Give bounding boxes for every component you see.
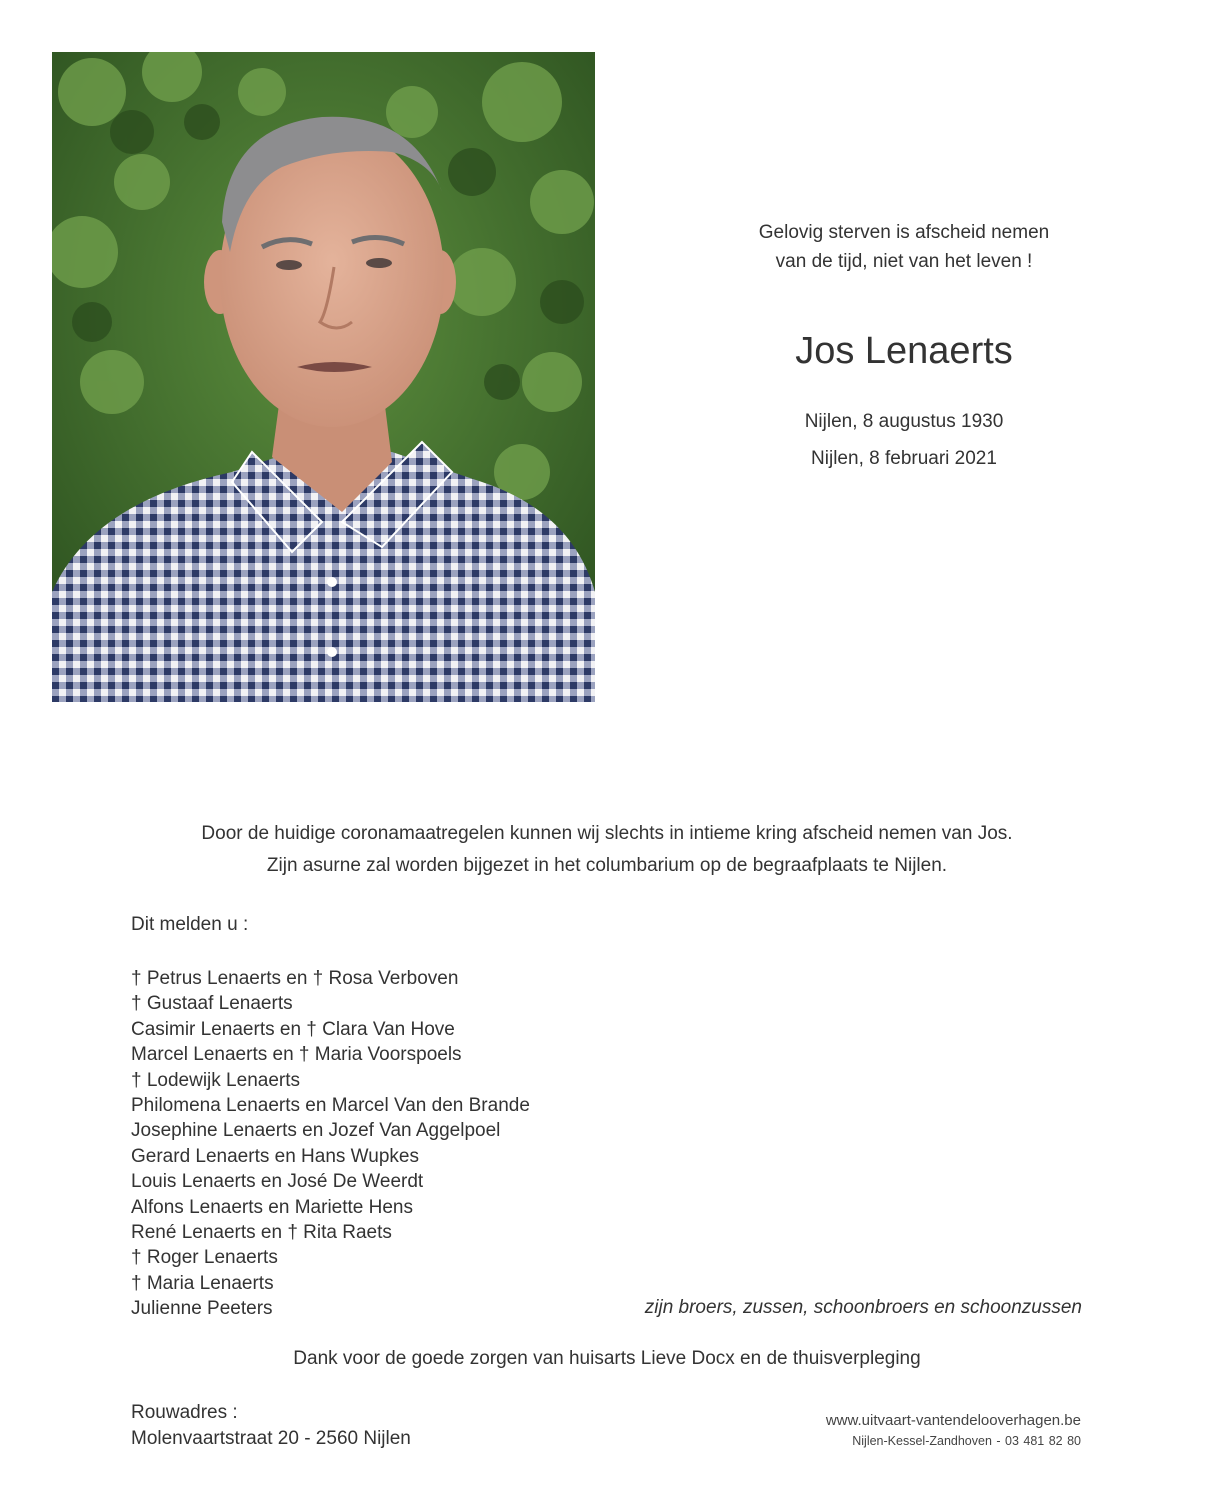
relative-item: † Lodewijk Lenaerts bbox=[131, 1069, 300, 1091]
quote-line-1: Gelovig sterven is afscheid nemen bbox=[758, 222, 1050, 243]
relation-caption: zijn broers, zussen, schoonbroers en schoonzussen bbox=[644, 1297, 1082, 1318]
relative-item: Casimir Lenaerts en † Clara Van Hove bbox=[131, 1018, 455, 1040]
address-line: Molenvaartstraat 20 - 2560 Nijlen bbox=[131, 1428, 411, 1449]
notice-line-2: Zijn asurne zal worden bijgezet in het columbarium op de begraafplaats te Nijlen. bbox=[266, 855, 948, 876]
deceased-name: Jos Lenaerts bbox=[795, 330, 1013, 372]
undertaker-website[interactable]: www.uitvaart-vantendelooverhagen.be bbox=[825, 1412, 1081, 1429]
relative-item: † Maria Lenaerts bbox=[131, 1272, 274, 1294]
quote bbox=[700, 218, 1108, 276]
announce-label: Dit melden u : bbox=[131, 914, 249, 935]
relative-item: Julienne Peeters bbox=[131, 1298, 273, 1320]
portrait-photo-icon bbox=[52, 52, 595, 702]
funeral-notice bbox=[100, 818, 1114, 882]
relative-item: Philomena Lenaerts en Marcel Van den Brande bbox=[131, 1095, 530, 1117]
mourning-address bbox=[131, 1400, 411, 1452]
relative-item: Marcel Lenaerts en † Maria Voorspoels bbox=[131, 1044, 462, 1066]
relative-item: † Gustaaf Lenaerts bbox=[131, 993, 293, 1015]
notice-line-1: Door de huidige coronamaatregelen kunnen wij slechts in intieme kring afscheid nemen van Jos. bbox=[201, 823, 1013, 844]
relative-item: Gerard Lenaerts en Hans Wupkes bbox=[131, 1145, 419, 1167]
portrait-photo bbox=[52, 52, 595, 702]
undertaker-contact: Nijlen-Kessel-Zandhoven - 03 481 82 80 bbox=[852, 1434, 1081, 1448]
death-date: Nijlen, 8 februari 2021 bbox=[811, 448, 997, 469]
life-dates bbox=[700, 403, 1108, 477]
relatives-list bbox=[131, 966, 691, 1322]
relative-item: Josephine Lenaerts en Jozef Van Aggelpoel bbox=[131, 1120, 501, 1142]
relative-item: Alfons Lenaerts en Mariette Hens bbox=[131, 1196, 413, 1218]
relative-item: René Lenaerts en † Rita Raets bbox=[131, 1222, 392, 1244]
thanks-line: Dank voor de goede zorgen van huisarts Lieve Docx en de thuisverpleging bbox=[293, 1348, 921, 1369]
address-label: Rouwadres : bbox=[131, 1402, 238, 1423]
relative-item: Louis Lenaerts en José De Weerdt bbox=[131, 1171, 424, 1193]
relative-item: † Roger Lenaerts bbox=[131, 1247, 278, 1269]
relative-item: † Petrus Lenaerts en † Rosa Verboven bbox=[131, 968, 459, 989]
quote-line-2: van de tijd, niet van het leven ! bbox=[775, 251, 1033, 272]
birth-date: Nijlen, 8 augustus 1930 bbox=[804, 411, 1004, 432]
undertaker-info bbox=[826, 1410, 1081, 1450]
